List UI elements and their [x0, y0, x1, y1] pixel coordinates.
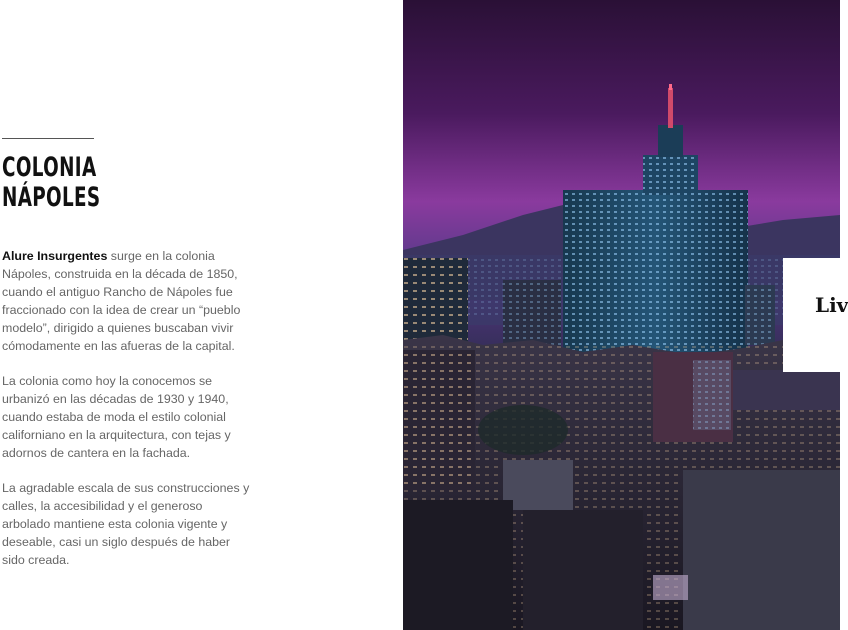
city-illustration: [403, 0, 840, 630]
city-night-photo: [403, 0, 840, 630]
section-title: [2, 153, 100, 213]
text-column: [0, 0, 403, 630]
paragraph-3: La agradable escala de sus construcciones y calles, la accesibilidad y el generoso arbolado mantiene esta colonia vigente y deseable, casi un siglo después de haber sido creada.: [2, 481, 250, 567]
title-line-1: COLONIA: [2, 152, 97, 183]
paragraph-1-text: surge en la colonia Nápoles, construida en la década de 1850, cuando el antiguo Rancho de Nápoles fue fraccionado con la idea de crear un “pueblo modelo”, dirigido a quienes buscaban vivir cómodamente en las afueras de la capital.: [2, 249, 241, 353]
title-line-2: NÁPOLES: [2, 182, 101, 213]
body-text: [2, 247, 252, 586]
overlay-label-text: Liv: [815, 293, 848, 317]
paragraph-1: [2, 247, 252, 355]
paragraph-2: La colonia como hoy la conocemos se urbanizó en las décadas de 1930 y 1940, cuando estaba de moda el estilo colonial californiano en la arquitectura, con tejas y adornos de cantera en la fachada.: [2, 374, 231, 460]
project-name: Alure Insurgentes: [2, 249, 108, 263]
section-divider: [2, 138, 94, 139]
